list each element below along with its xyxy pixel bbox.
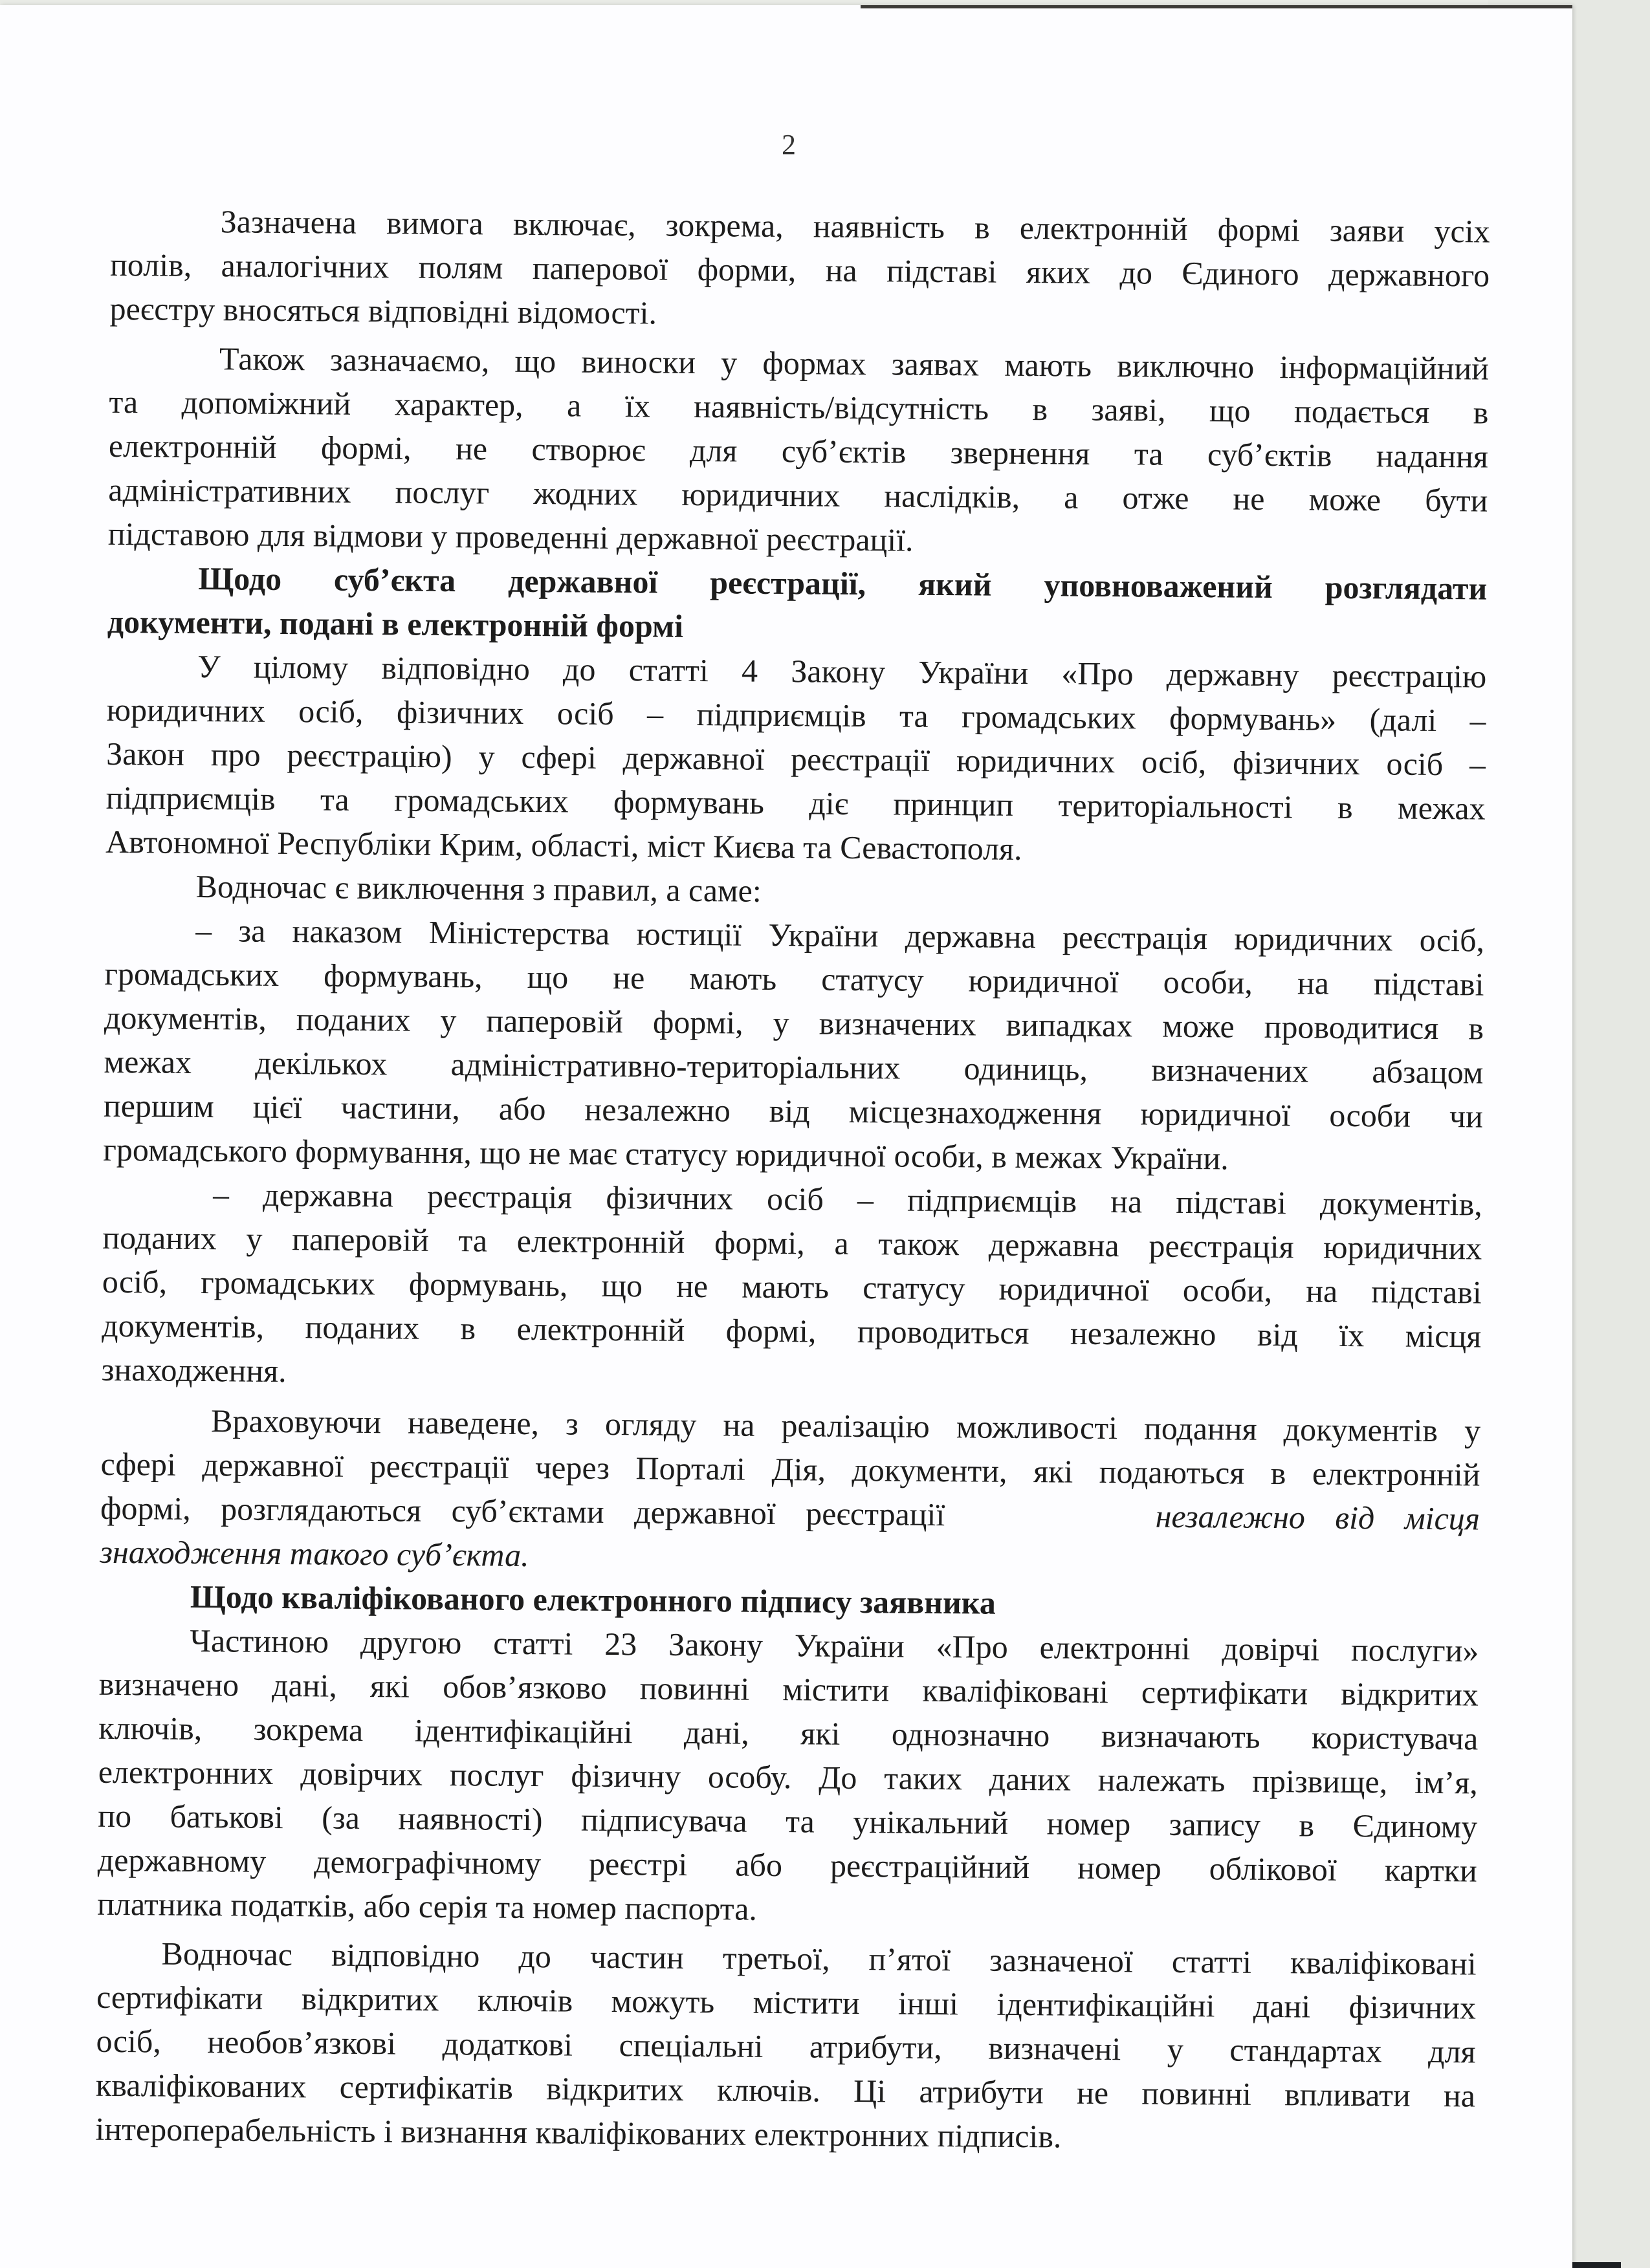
page-number: 2 <box>782 129 796 160</box>
paragraph-8-line-6: державному демографічному реєстрі або реєстраційний номер облікової картки <box>97 1841 1477 1889</box>
paragraph-1-line-2: полів, аналогічних полям паперової форми, на підставі яких до Єдиного державного <box>109 246 1490 294</box>
paragraph-8-line-4: електронних довірчих послуг фізичну особу. До таких даних належать прізвище, ім’я, <box>98 1753 1479 1801</box>
paragraph-9-line-3: осіб, необов’язкові додаткові спеціальні атрибути, визначені у стандартах для <box>96 2022 1476 2070</box>
paragraph-6-line-1: – державна реєстрація фізичних осіб – підприємців на підставі документів, <box>212 1176 1483 1223</box>
paragraph-5-line-5: першим цієї частини, або незалежно від місцезнаходження юридичної особи чи <box>103 1087 1484 1135</box>
paragraph-7-line-4-italic: знаходження такого суб’єкта. <box>100 1533 529 1574</box>
paragraph-8-line-1: Частиною другою статті 23 Закону України «Про електронні довірчі послуги» <box>190 1622 1479 1669</box>
paragraph-6-line-4: документів, поданих в електронній формі, проводиться незалежно від їх місця <box>102 1307 1482 1355</box>
paragraph-8-line-7: платника податків, або серія та номер паспорта. <box>97 1885 758 1927</box>
paragraph-9-line-4: кваліфікованих сертифікатів відкритих ключів. Ці атрибути не повинні впливати на <box>95 2066 1476 2114</box>
paragraph-3-line-4: підприємців та громадських формувань діє принцип територіальності в межах <box>105 779 1486 827</box>
section-heading-2: Щодо кваліфікованого електронного підпису заявника <box>190 1578 996 1621</box>
paragraph-6-line-2: поданих у паперовій та електронній формі, а також державна реєстрація юридичних <box>102 1219 1482 1267</box>
paragraph-3-line-2: юридичних осіб, фізичних осіб – підприємців та громадських формувань» (далі – <box>106 691 1486 739</box>
paragraph-9-line-2: сертифікати відкритих ключів можуть містити інші ідентифікаційні дані фізичних <box>96 1978 1477 2026</box>
paragraph-8-line-5: по батькові (за наявності) підписувача та унікальний номер запису в Єдиному <box>98 1797 1478 1845</box>
paragraph-2-line-4: адміністративних послуг жодних юридичних наслідків, а отже не може бути <box>108 471 1488 519</box>
document-page <box>0 5 1572 2268</box>
paragraph-7-line-1: Враховуючи наведене, з огляду на реалізацію можливості подання документів у <box>210 1402 1481 1449</box>
paragraph-9-line-1: Водночас відповідно до частин третьої, п’ятої зазначеної статті кваліфіковані <box>161 1935 1477 1982</box>
paragraph-8-line-2: визначено дані, які обов’язково повинні містити кваліфіковані сертифікати відкритих <box>98 1665 1479 1713</box>
paragraph-5-line-2: громадських формувань, що не мають статусу юридичної особи, на підставі <box>104 955 1484 1003</box>
paragraph-1-line-3: реєстру вносяться відповідні відомості. <box>109 290 657 331</box>
paragraph-5-line-1: – за наказом Міністерства юстиції України державна реєстрація юридичних осіб, <box>195 911 1485 959</box>
paragraph-6-line-3: осіб, громадських формувань, що не мають статусу юридичної особи, на підставі <box>102 1263 1482 1311</box>
section-heading-1-line-1: Щодо суб’єкта державної реєстрації, який уповноважений розглядати <box>198 560 1488 607</box>
paragraph-7-line-2: сфері державної реєстрації через Порталі Дія, документи, які подаються в електронній <box>100 1445 1480 1493</box>
paragraph-3-line-3: Закон про реєстрацію) у сфері державної реєстрації юридичних осіб, фізичних осіб – <box>106 735 1486 783</box>
paragraph-5-line-4: межах декількох адміністративно-територіальних одиниць, визначених абзацом <box>104 1043 1484 1091</box>
paragraph-5-line-3: документів, поданих у паперовій формі, у визначених випадках може проводитися в <box>104 999 1484 1047</box>
paragraph-3-line-5: Автономної Республіки Крим, області, міст Києва та Севастополя. <box>105 823 1022 867</box>
paragraph-7-line-3-italic: незалежно від місця <box>1155 1498 1480 1537</box>
paragraph-2-line-3: електронній формі, не створює для суб’єктів звернення та суб’єктів надання <box>108 427 1489 475</box>
section-heading-1-line-2: документи, подані в електронній формі <box>107 603 684 644</box>
paragraph-7-line-3 <box>100 1489 1480 1538</box>
paragraph-2-line-5: підставою для відмови у проведенні державної реєстрації. <box>107 515 914 558</box>
paragraph-2-line-1: Також зазначаємо, що виноски у формах заявах мають виключно інформаційний <box>219 340 1490 387</box>
paragraph-9-line-5: інтероперабельність і визнання кваліфікованих електронних підписів. <box>95 2110 1062 2155</box>
paragraph-2-line-2: та допоміжний характер, а їх наявність/відсутність в заяві, що подається в <box>109 383 1489 431</box>
paragraph-8-line-3: ключів, зокрема ідентифікаційні дані, які однозначно визначають користувача <box>98 1709 1479 1757</box>
paragraph-5-line-6: громадського формування, що не має статусу юридичної особи, в межах України. <box>103 1131 1229 1177</box>
paragraph-4-line-1: Водночас є виключення з правил, а саме: <box>195 867 762 909</box>
paragraph-1-line-1: Зазначена вимога включає, зокрема, наявність в електронній формі заяви усіх <box>220 203 1490 250</box>
paragraph-7-line-3-regular: формі, розглядаються суб’єктами державної реєстрації <box>100 1489 945 1533</box>
paragraph-3-line-1: У цілому відповідно до статті 4 Закону України «Про державну реєстрацію <box>197 648 1487 695</box>
document-body <box>0 5 1572 2268</box>
paragraph-6-line-5: знаходження. <box>101 1351 287 1390</box>
